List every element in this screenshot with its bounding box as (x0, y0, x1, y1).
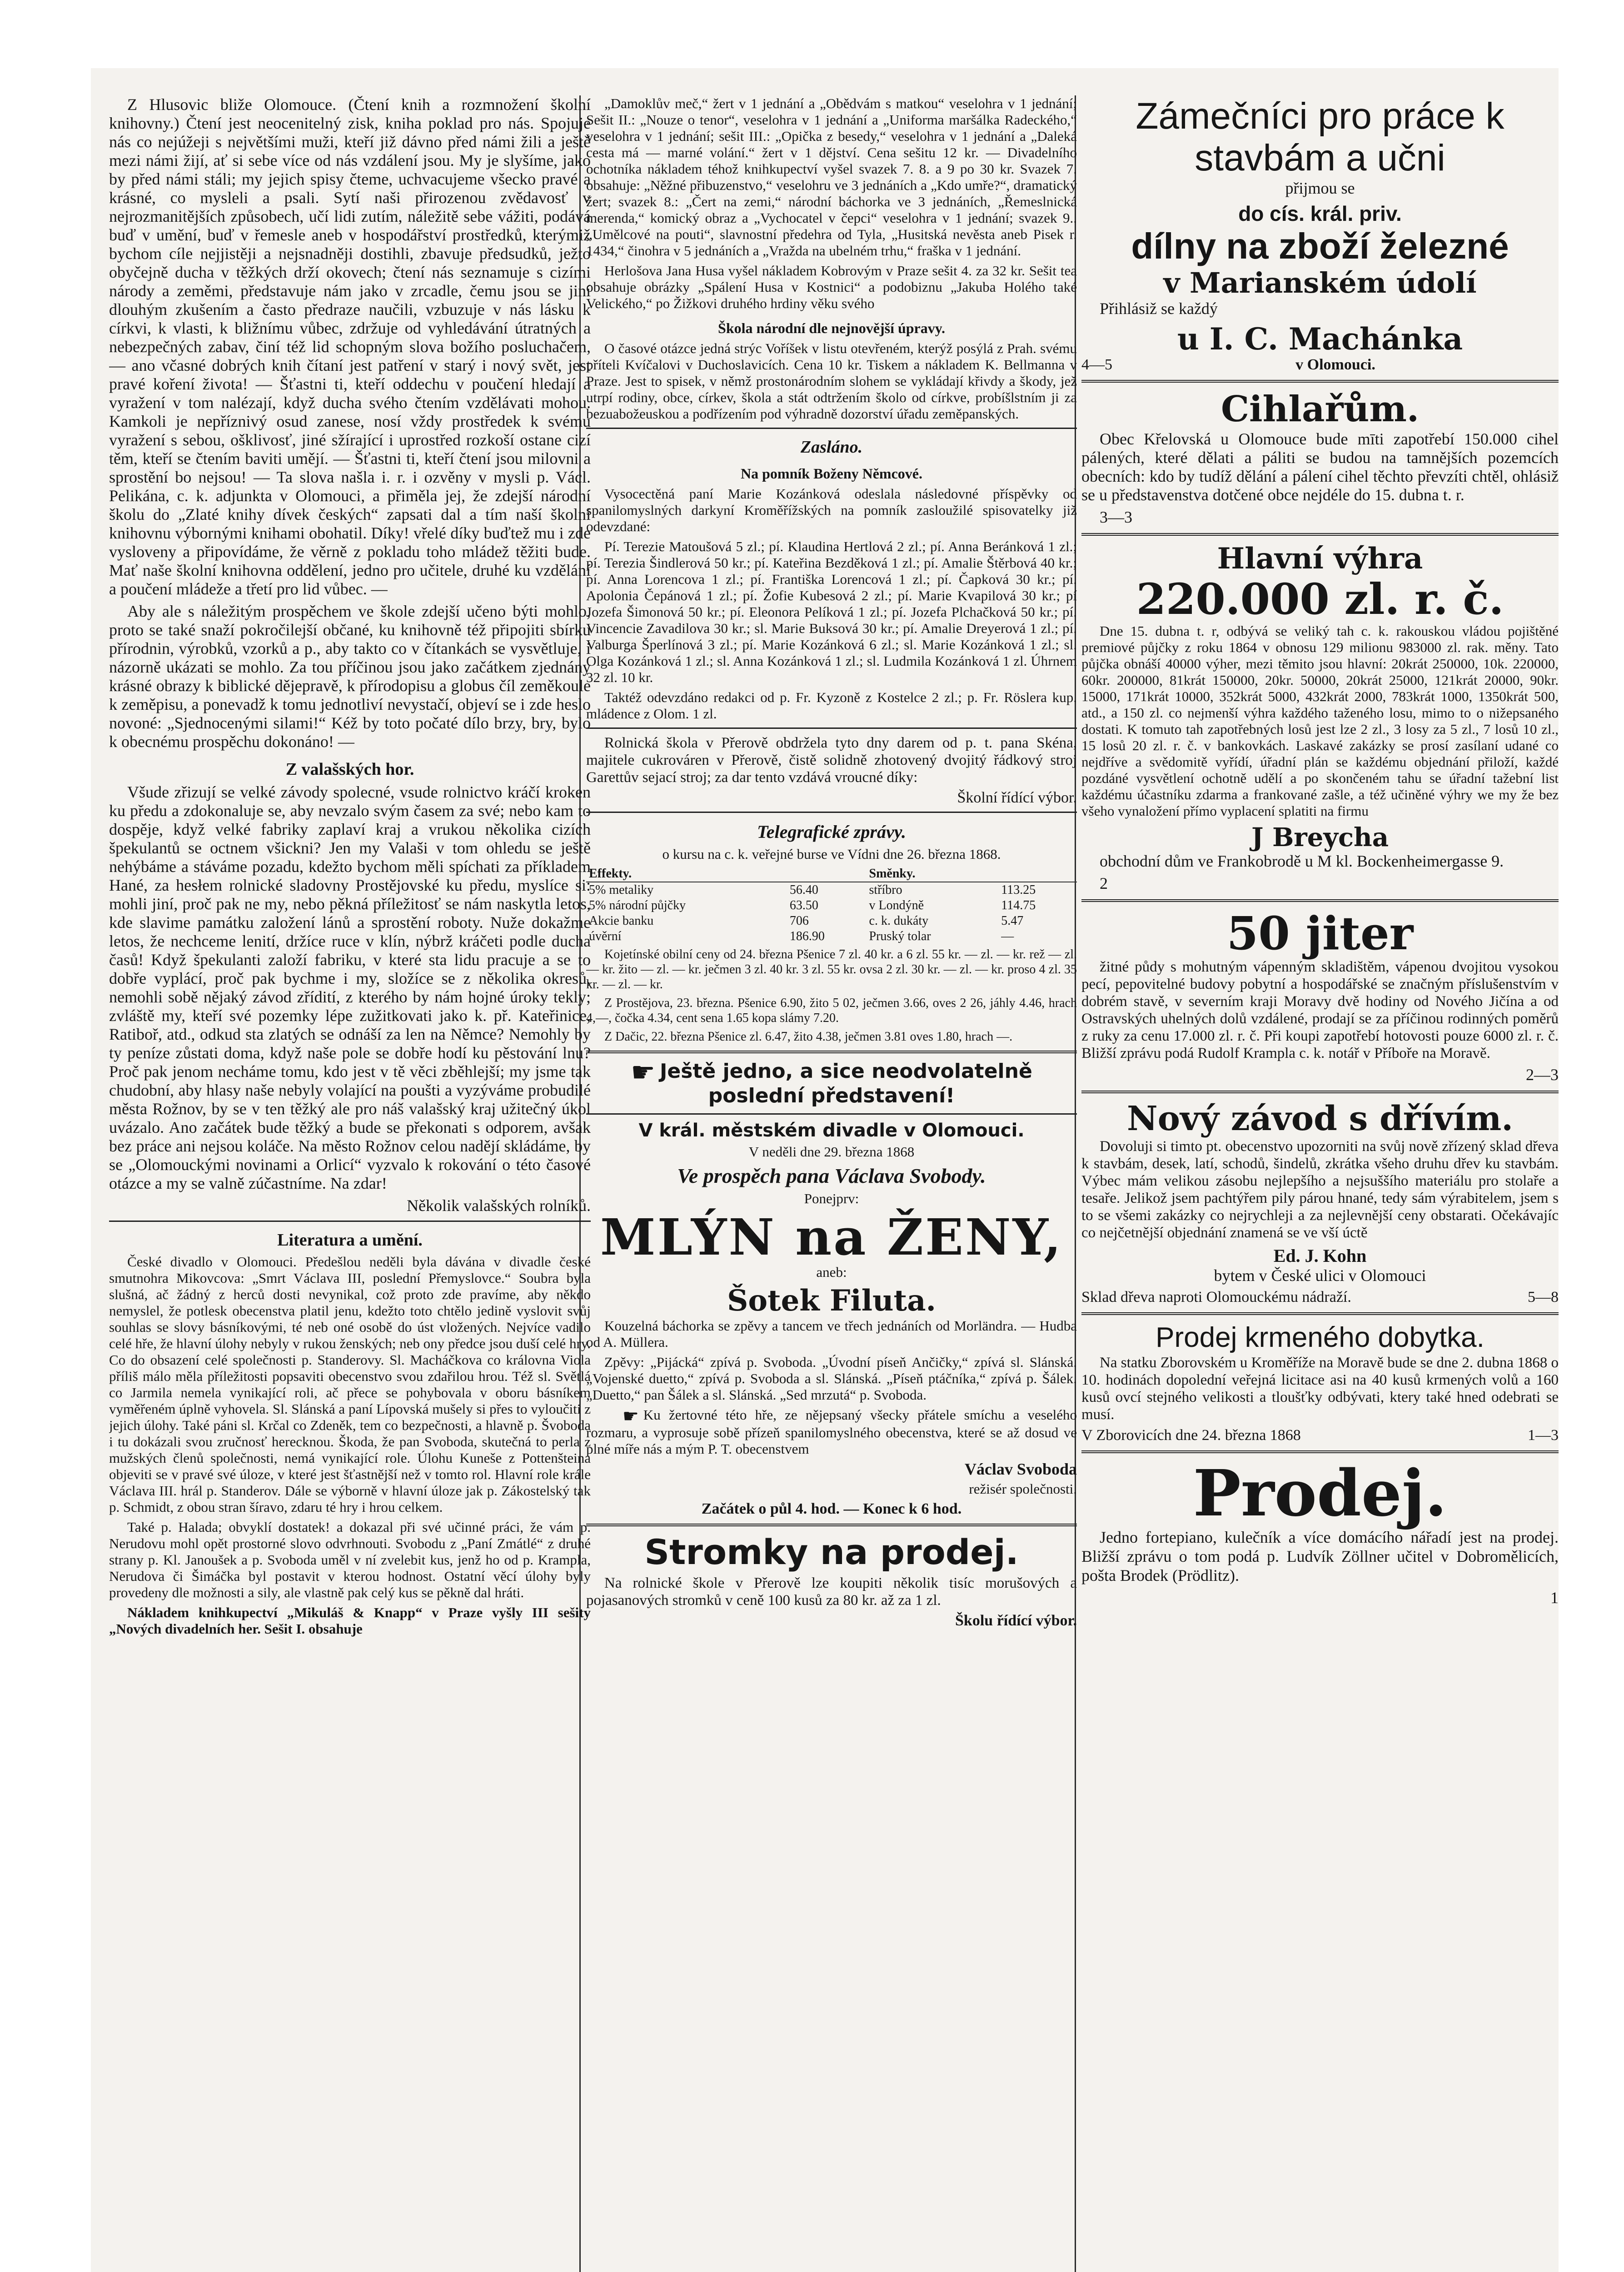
telegraph-subtitle: o kursu na c. k. veřejné burse ve Vídni dne 26. března 1868. (662, 846, 1001, 862)
article-paragraph: Také p. Halada; obvyklí dostatek! a dokazal při své učinné práci, že vám p. Nerudovu mohl opět prostorné slovo odvrhnouti. Svobodu z „Paní Zmátlé“ z druhé strany p. Kl. Janoušek a p. Svoboda uměl v ní zvelebit kus, jenž ho od p. Krampla, Nerudova či Šimáčka byl postavit v kterou hodnost. Ostatní věcí úlohy byly provedeny dle možnosti a sily, ale vlastně pak celý kus se pěkně dal hráti. (109, 1519, 591, 1600)
column-left (109, 95, 591, 1641)
table-row: 5% národní půjčky 63.50 v Londýně 114.75 (589, 898, 1036, 912)
ad-lottery-amount: 220.000 zl. r. č. (1136, 574, 1504, 624)
divider (1081, 899, 1559, 902)
divider (586, 1051, 1077, 1053)
table-row: 5% metaliky 56.40 stříbro 113.25 (589, 883, 1036, 897)
section-heading: Literatura a umění. (277, 1231, 423, 1250)
trees-ad-title: Stromky na prodej. (644, 1531, 1019, 1572)
literature-hus: Herlošova Jana Husa vyšel nákladem Kobrovým v Praze sešit 4. za 32 kr. Sešit tea obsahuje obrázky „Spálení Husa v Kostnici“ a podobiznu „Jakuba Holého také Velického,“ po Žižkovi druhého hrdiny věku svého (586, 263, 1077, 311)
literature-continued: „Damoklův meč,“ žert v 1 jednání a „Obědvám s matkou“ veselohra v 1 jednání; Sešit II.: „Nouze o tenor“, veselohra v 1 jednání a „Uniforma maršálka Radeckého,“ veselohra v 1 jednání; sešit III.: „Opička z besedy,“ veselohra v 1 jednání a „Daleká cesta má — marné volání.“ žert v 1 dějství. Cena sešitu 12 kr. — Divadelního ochotníka nákladem téhož knihkupectví vyšel svazek 7. 8. a 9 po 30 kr. Svazek 7. obsahuje: „Něžné přibuzenstvo,“ veselohru ve 3 jednáních a „Kdo umře?“, dramatický žert; svazek 8.: „Čert na zemi,“ národní báchorka ve 3 jednáních, „Řemeslnická merenda,“ komický obraz a „Vychocatel v čepci“ veselohra v 1 jednání; svazek 9.. „Umělcové na pouti“, slavnostní předehra od Tyla, „Husitská nevěsta aneb Pisek r. 1434,“ činohra v 5 jednáních a „Vražda na ubelném trhu,“ fraška v 1 jednání. (586, 95, 1077, 259)
column-right (1081, 95, 1559, 1611)
literature-skola: O časové otázce jedná strýc Voříšek v listu otevřeném, kterýž posýlá z Prah. svému příteli Kvíčalovi v Duchoslavicích. Cena 10 kr. Tiskem a nákladem K. Bellmanna v Praze. Jest to spisek, v němž prostonárodním slohem se vykládají křivdy a škody, jež utrpí rodiny, obce, církev, škola a stát odtržením školo od církve, probíšlstním ji za bezuabožeuskou a podřízením pod výhradně dozorství úřadu zeměpanských. (586, 340, 1077, 422)
ad-land-text: žitné půdy s mohutným vápenným skladištěm, vápenou dvojitou vysokou pecí, pepovitelné budovy pobytní a hospodářské se značným příslušenstvím v dobrém stavě, v severním kraji Moravy dvě hodiny od Nového Jičína a od Ostravských uhelných dolů vzdálené, prodají se za příčinou rodinných poměrů z ruky za cenu 17.000 zl. r. č. Při koupi zapotřebí hotovosti pouze 6000 zl. r. č. Bližší zprávu podá Rudolf Krampla c. k. notář v Příboře na Moravě. (1081, 959, 1559, 1061)
play-signature: Václav Svoboda (964, 1460, 1077, 1478)
ad-lottery-title: Hlavní výhra (1217, 542, 1423, 576)
notice-rolnicka-skola: Rolnická škola v Přerově obdržela tyto dny darem od p. t. pana Skéna, majitele cukrováren v Přerově, čistě solidně zhotovený dvojitý řádkový stroj Garettův sejací stroj; za dar tento vzdává vroucné díky: (586, 735, 1077, 786)
play-songs: Zpěvy: „Pijácká“ zpívá p. Svoboda. „Úvodní píseň Ančičky,“ zpívá sl. Slánská. „Vojenské duetto,“ zpívá p. Svoboda a sl. Slánská. „Píseň ptáčníka,“ zpívá p. Šálek. „Duetto,“ pan Šálek a sl. Slánská. „Sed mrzutá“ p. Svoboda. (586, 1354, 1077, 1403)
section-heading: Z valašských hor. (285, 760, 414, 779)
article-hlusovice: Z Hlusovic bliže Olomouce. (Čtení knih a rozmnožení školní knihovny.) Čtení jest neocenitelný zisk, kniha poklad pro nás. Spojuje nás co nejúžeji s největšími muži, kteří již dávno před námi žili a ještě mezi námi žijí, ať si sebe více od nás vzdálení jsou. My je slyšíme, jako by před námi stáli; my jejich spisy čteme, uchvacujeme všecko pravé a krásné, co mysleli a psali. Sytí naši přirozenou zvědavosť v nejrozmanitějších způsobech, učí lidi zutím, náležitě sebe vážiti, podává buď v umění, buď v řemesle aneb v hospodářství prostředků, kterýmiž bychom cíle nejjistěji a nejsnadněji dostihli, zbavuje předsudků, ježto obyčejně ducha v těžkých drží okovech; čtení nás seznamuje s cizími národy a zeměmi, představuje nám jako v zrcadle, čemu jsou se jiní dlouhým zkušením a často předraze naučili, vzbuzuje v nás lásku k církvi, k vlasti, k bližnímu vůbec, zdržuje od vyhledávání útratných a nebezpečných zabav, činí též lid schopným slova božího posluchačem, — ano včasné dobrých knih čítaní jest patření v starý i nový svět, jest pravé koření života! — Šťastni ti, kteří oddechu v poučení hledají a vyražení v tom nalézají, když ducha svého čtením vzdělávati mohou. Kamkoli je nepříznivý osud zanese, nosí vždy prostředek k svému vyražení s sebou, ošklivosť, jiné sžírající i uprostřed rozkoší ostane cizí těm, kteří se čtením baviti umějí. — Šťastni ti, kteří čtení jsou milovni a sprostění bo nejsou! — Ta slova našla i. r. i ozvěny v mysli p. Václ. Pelikána, c. k. adjunkta v Olomouci, a přiměla jej, že zdejší národní školu do „Zlaté knihy dívek českých“ zapsati dal a tím naší školní knihovnu výbornými knihami obohatil. Díky! vřelé díky buďtež mu i zde vysloveny a připovídáme, že věrně z pokladu toho mládež těžiti bude. Mať naše školní knihovna oddělení, jedno pro učitele, druhé ku vzdělání a poučení mládeže a třetí pro lid vůbec. — (109, 95, 591, 598)
grain-prices-dacice: Z Dačic, 22. března Pšenice zl. 6.47, žito 4.38, ječmen 3.81 oves 1.80, hrach —. (604, 1030, 1013, 1044)
newspaper-page (91, 68, 1559, 2272)
play-title: MLÝN na ŽENY, (600, 1208, 1063, 1266)
article-footnote: Nákladem knihkupectví „Mikuláš & Knapp“ v Praze vyšly III sešity „Nových divadelních her. Sešit I. obsahuje (109, 1604, 591, 1637)
divider (586, 428, 1077, 429)
divider (109, 1221, 591, 1222)
grain-prices-prostejov: Z Prostějova, 23. března. Pšenice 6.90, žito 5 02, ječmen 3.66, oves 2 26, jáhly 4.46, hrach 4,—, čočka 4.34, cent sena 1.65 kopa slámy 7.20. (586, 996, 1077, 1025)
ad-wood-text: Dovoluji si timto pt. obecenstvo upozorniti na svůj nově zřízený sklad dřeva k stavbám, desek, latí, schodů, šindelů, zkrátka všeho druhu dřev ku stavbám. Výbec mám velikou zásobu nejlepšího a nejsuššího materiálu pro stolaře a tesaře. Jelikož jsem pachtýřem pily párou hnané, tedy sám výrabitelem, jsem s to se všemi zakázky co nejrychleji a za nejlevnější ceny obstarati. Očekávajíc co nejčetnější objednání znamená se ve vší úctě (1081, 1138, 1559, 1241)
theatre-premiere-label: Ponejprv: (804, 1191, 859, 1206)
divider (1081, 533, 1559, 536)
article-signature: Několik valašských rolníků. (407, 1196, 591, 1215)
ad-cattle-title: Prodej krmeného dobytka. (1156, 1322, 1485, 1353)
table-row: Akcie banku 706 c. k. dukáty 5.47 (589, 914, 1024, 928)
ad-wood-address: bytem v České ulici v Olomouci (1214, 1266, 1426, 1285)
exchange-table (586, 866, 1077, 944)
ad-bricks-text: Obec Křelovská u Olomouce bude mīti zapotřebí 150.000 cihel pálených, které dělati a páliti se budou na tamnějších pozemcích obecních: kdo by tudíž dělání a pálení cihel těchto převzíti chtěl, ohlásiž se u představenstva dotčené obce nejdéle do 15. dubna t. r. (1081, 430, 1559, 504)
divider (586, 1113, 1077, 1115)
play-description: Kouzelná báchorka se zpěvy a tancem ve třech jednáních od Morländra. — Hudba od A. Müllera. (586, 1318, 1077, 1350)
article-valasske-hory: Všude zřizují se velké závody spolecné, vsude rolnictvo kráčí kroken ku předu a zdokonaluje se, aby nevzalo svým časem za své; nebo kam to dospěje, když velké fabriky zaplaví kraj a vrukou několika cizích špekulantů se octnem všickni? Jen my Valaši v tom ohledu se ještě nehýbáme a stáváme pozadu, kdežto bychom měli spíchati za příkladem Hané, za hesłem rolnické sladovny Prostějovské ku předu, myslíce si: mohli jiní, proč pak ne my, nebo pěkná příležitosť se nám naskytla letos, kde slavime památku založení lánů a sprostění roboty. Nuže dokažme letos, že nechceme lenití, držíce ruce v klín, nýbrž kráčeti podle ducha časů! Když špekulanti založí fabriku, v které sta lidu pracuje a se to dobře vyplácí, proč pak bychme i my, složíce se z několika okresů, nemohli sobě nějaký závod zřídití, z kterého by nám hojné úroky tekly; zvláště my, kteří své pozemky lépe zužitkovati jako k. př. Kateřinice, Ratiboř, atd., odkud sta zlatých se odnáší za len na Němce? Nemohly by ty peníze zůstati doma, když naše pole se dobře hodí ku pěstování lnu? Proč pak jenom necháme tomu, kdo jest v tě věci zběhlejší; my jsme tak chudobní, aby hlasy naše nebyly volající na poušti a vyzýváme probudilé města Rožnov, by se v ten těžký ale pro náš valašský kraj užitečný úkol uvázalo. Ano začátek bude těžký a bude se překonati s odporem, avšak bez práce ani nejsou koláče. Na město Rožnov celou nadějí skládáme, by se „Olomouckými novinami a Orlicí“ vyzvalo k rokování o této časové otázce a my se valně zúčastníme. Na zdar! (109, 783, 591, 1192)
play-alt-label: aneb: (816, 1264, 847, 1280)
ad-locksmiths-line: do cís. král. priv. (1238, 202, 1402, 225)
theatre-venue: V král. městském divadle v Olomouci. (638, 1120, 1025, 1141)
ad-wood-signature: Ed. J. Kohn (1273, 1246, 1367, 1266)
section-heading: Na pomník Boženy Němcové. (741, 465, 922, 482)
donation-list: Pí. Terezie Matoušová 5 zl.; pí. Klaudina Hertlová 2 zl.; pí. Anna Beránková 1 zl.; pí. Terezia Šindlerová 50 kr.; pí. Kateřina Bezděková 1 zl.; pí. Amalie Štěrbová 40 kr.; pí. Anna Lorencova 1 zl.; pí. Františka Lorencová 1 zl.; pí. Čapková 30 kr.; pí. Apolonia Čepánová 1 zl.; pí. Žofie Kubesová 2 zl.; pí. Marie Kvapilová 30 kr.; pí Jozefa Šimonová 50 kr.; pí. Eleonora Pelíková 1 zl.; pí. Jozefa Plchačková 50 kr.; pí. Vincencie Zavadilova 30 kr.; sl. Marie Buksová 30 kr.; pí. Amalie Dreyerová 1 zl.; pí. Valburga Šperlínová 3 zl.; pí. Marie Kozánková 6 zl.; sl. Marie Kozánková 1 zl.; sl. Olga Kozánková 1 zl.; sl. Anna Kozánková 1 zl.; sl. Ludmila Kozánková 1 zl. Úhrnem 32 zl. 10 kr. (586, 538, 1077, 685)
table-header: Effekty. (586, 866, 787, 882)
ad-wood-footer: Sklad dřeva naproti Olomouckému nádraží. 5—8 (1081, 1289, 1559, 1305)
ad-wood-title: Nový závod s dřívím. (1126, 1099, 1514, 1138)
ad-lottery-num: 2 (1100, 874, 1108, 892)
divider (586, 727, 1077, 729)
play-subtitle: Šotek Filuta. (727, 1284, 936, 1318)
divider (1081, 1312, 1559, 1315)
article-divadlo: České divadlo v Olomouci. Předešlou neděli byla dávána v divadle české smutnohra Mikovcova: „Smrt Václava III, poslední Přemyslovce.“ Soubra byla slušná, ač žádný z herců dosti nevynikal, což proto zde pravíme, aby někdo nemyslel, že potlesk obecenstva platil jenu, kdežto toto chtělo jedině vyslovit svůj souhlas se slovy básníkovými, té neb oné osobě do úst vložených. Nejvíce vadilo celé hře, že hlavní úlohy nebyly v rukou ženských; neb ony předce jsou duší celé hry. Co do obsazení celé společnosti p. Standerovy. Sl. Macháčkova co královna Viola příliš málo měla příležitosti popsaviti obecenstvo svou zdařilou hrou. Též sl. Světlá co Jarmila nemela vynikající roli, ač přece se pohybovala v oboru básníkem vyměřeném úplně vyhovela. Sl. Slánská a paní Lípovská mušely si přes to vyloučiti z jejich úlohy. Také páni sl. Krčal co Zdeněk, tem co bezpečnosti, a hlavně p. Švoboda i tu dokázali svou zručnosť herecknou. Škoda, že pan Svoboda, skutečná to perla z mužských členů společnosti, nemá vynikající role. Úlohu Kuneše z Pottenšteina objeviti se v pravé své úloze, v které jest šťastnější než v tomto rol. Hlavní role krále Václava III. hrál p. Standerov. Dále se výborně v hlavní úloze jak p. Zákostelský tak p. Schmidt, z obou stran šíravo, zdaru té hry i hrou celkem. (109, 1254, 591, 1515)
column-middle (586, 95, 1077, 1633)
ad-land-title: 50 jiter (1226, 907, 1414, 960)
ad-locksmiths-line: přijmou se (1285, 179, 1355, 197)
pointing-hand-icon: ☛ (631, 1056, 655, 1088)
ad-sale-num: 1 (1550, 1589, 1559, 1607)
section-heading: Škola národní dle nejnovější úpravy. (718, 320, 945, 336)
play-signature-role: režisér společnosti. (969, 1480, 1077, 1497)
notice-signature: Školní řídící výbor. (957, 789, 1077, 806)
divider (1081, 1450, 1559, 1453)
play-invitation: ☛ Ku žertovné této hře, ze nějepsaný všecky přátele smíchu a veselého rozmaru, a vyprosuje sobě přízeň spanilomyslného obecenstva, které se až dosud ve plné míře nás a mým P. T. obecenstvem (586, 1405, 1077, 1457)
ad-locksmiths-line: dílny na zboží železné (1131, 226, 1509, 266)
divider (586, 1524, 1077, 1526)
grain-prices-kojetin: Kojetínské obilní ceny od 24. března Pšenice 7 zl. 40 kr. a 6 zl. 55 kr. — zl. — kr. rež — zl. — kr. žito — zl. — kr. ječmen 3 zl. 40 kr. 3 zl. 55 kr. ovsa 2 zl. 30 kr. — zl. — kr. proso 4 zl. 35 kr. — zl. — kr. (586, 947, 1077, 992)
donation-intro: Vysocectěná paní Marie Kozánková odeslala následovné příspěvky od spanilomyslných darkyní Kroměřížských na pomník zasloužilé spisovatelky již odevzdané: (586, 486, 1077, 534)
table-header: Směnky. (867, 866, 999, 882)
trees-ad-text: Na rolnické škole v Přerově lze koupiti několik tisíc morušových a pojasanových stromků v ceně 100 kusů za 80 kr. až za 1 zl. (586, 1574, 1077, 1609)
divider (1081, 1091, 1559, 1093)
theatre-benefit: Ve prospěch pana Václava Svobody. (677, 1164, 986, 1187)
ad-locksmiths-place: v Marianském údolí (1163, 266, 1477, 299)
ad-locksmiths-firm: u I. C. Machánka (1177, 321, 1463, 357)
section-heading: Telegrafické zprávy. (757, 822, 907, 842)
trees-ad-signature: Školu řídící výbor. (955, 1612, 1077, 1629)
ad-sale-text: Jedno fortepiano, kulečník a více domácího nářadí jest na prodej. Bližší zprávu o tom podá p. Ludvík Zöllner učitel v Dobromělicích, pošta Brodek (Prödlitz). (1081, 1528, 1559, 1584)
section-heading: Zasláno. (800, 438, 863, 457)
ad-cattle-text: Na statku Zborovském u Kroměříže na Moravě bude se dne 2. dubna 1868 o 10. hodinách dopolední veřejná licitace asi na 40 kusů krmených volů a 160 kusů ovcí stejného velikosti a tloušťky odbývati, ktery také hned odebrati se musí. (1081, 1355, 1559, 1423)
ad-lottery-text: Dne 15. dubna t. r, odbývá se veliký tah c. k. rakouskou vládou pojištěné premiové půjčky z roku 1864 v obnosu 129 milionu 983000 zl. rak. měny. Tato půjčka obnáší 40000 výher, mezi těmito jsou hlavní: 20krát 250000, 10k. 220000, 60kr. 200000, 81krát 150000, 20kr. 50000, 20krát 25000, 121krát 20000, 90kr. 15000, 171krát 10000, 352krát 5000, 432krát 2000, 783krát 1000, 1350krát 500, atd., a 150 zl. co nejmenší výhra každého taženého losu, mimo to o nižepsaného dostati. K tomuto tah zapotřebných losů jest lze 2 zl., 3 losy za 5 zl., 7 losů 10 zl., 15 losů 20 zl. r. č. v bankovkách. Laskavé zakázky se prosí zasílaní udané co nejdříve a svědomitě vyřídí, úřadní plán se každému objednání přiloží, každé pozdáné vysvětlení ochotně udělí a po skončeném tahu se úřadní tažební list každému účastníku zdarma a frankované zašle, a též učiněné výhry we my že bez všeho vynaložení přímo vyplacení splatiti na firmu (1081, 623, 1559, 819)
table-row: úvěrní 186.90 Pruský tolar — (589, 929, 1014, 943)
ad-land-num: 2—3 (1526, 1066, 1559, 1084)
ad-sale-title: Prodej. (1193, 1456, 1447, 1531)
ad-lottery-address: obchodní dům ve Frankobrodě u M kl. Bockenheimergasse 9. (1100, 852, 1504, 870)
ad-lottery-firm: J Breycha (1251, 822, 1389, 852)
theatre-ad-title: ☛ Ještě jedno, a sice neodvolatelně poslední představení! (631, 1056, 1032, 1107)
ad-locksmiths-line: Přihlásiž se každý (1100, 299, 1218, 318)
article-paragraph: Aby ale s náležitým prospěchem ve škole zdejší učeno býti mohlo, proto se také snaží pokročilejší občané, ku knihovně též připojiti sbírku přírodnin, výrobků, vzorků a p., aby takto co v čítankách se vysvětluje, i názorně ukázati se mohlo. Za tou příčinou jsou jako začátkem zjednány krásné obrazy k biblické dějepravě, k přírodopisu a globus číl zeměkoule k zeměpisu, a ponevadž k tomu jednotliví nevystačí, objeví se i zde heslo novoné: „Sjednocenými silami!“ Kéž by toto počaté dílo brzy, bry, bylo k obecnému prospěchu dokonáno! — (109, 602, 591, 751)
pointing-hand-icon: ☛ (623, 1405, 639, 1426)
divider (1081, 380, 1559, 383)
ad-locksmiths-title: Zámečníci pro práce k stavbám a učni (1136, 95, 1504, 179)
donation-extra: Taktéž odevzdáno redakci od p. Fr. Kyzoně z Kostelce 2 zl.; p. Fr. Röslera kup. mládence z Olom. 1 zl. (586, 689, 1077, 722)
ad-bricks-num: 3—3 (1100, 508, 1132, 526)
ad-locksmiths-footer: 4—5 v Olomouci. (1081, 356, 1375, 373)
ad-cattle-footer: V Zborovicích dne 24. března 1868 1—3 (1081, 1427, 1559, 1444)
play-time: Začátek o půl 4. hod. — Konec k 6 hod. (701, 1500, 962, 1517)
theatre-date: V neděli dne 29. března 1868 (748, 1144, 915, 1160)
ad-bricks-title: Cihlařům. (1220, 389, 1420, 430)
divider (586, 812, 1077, 813)
